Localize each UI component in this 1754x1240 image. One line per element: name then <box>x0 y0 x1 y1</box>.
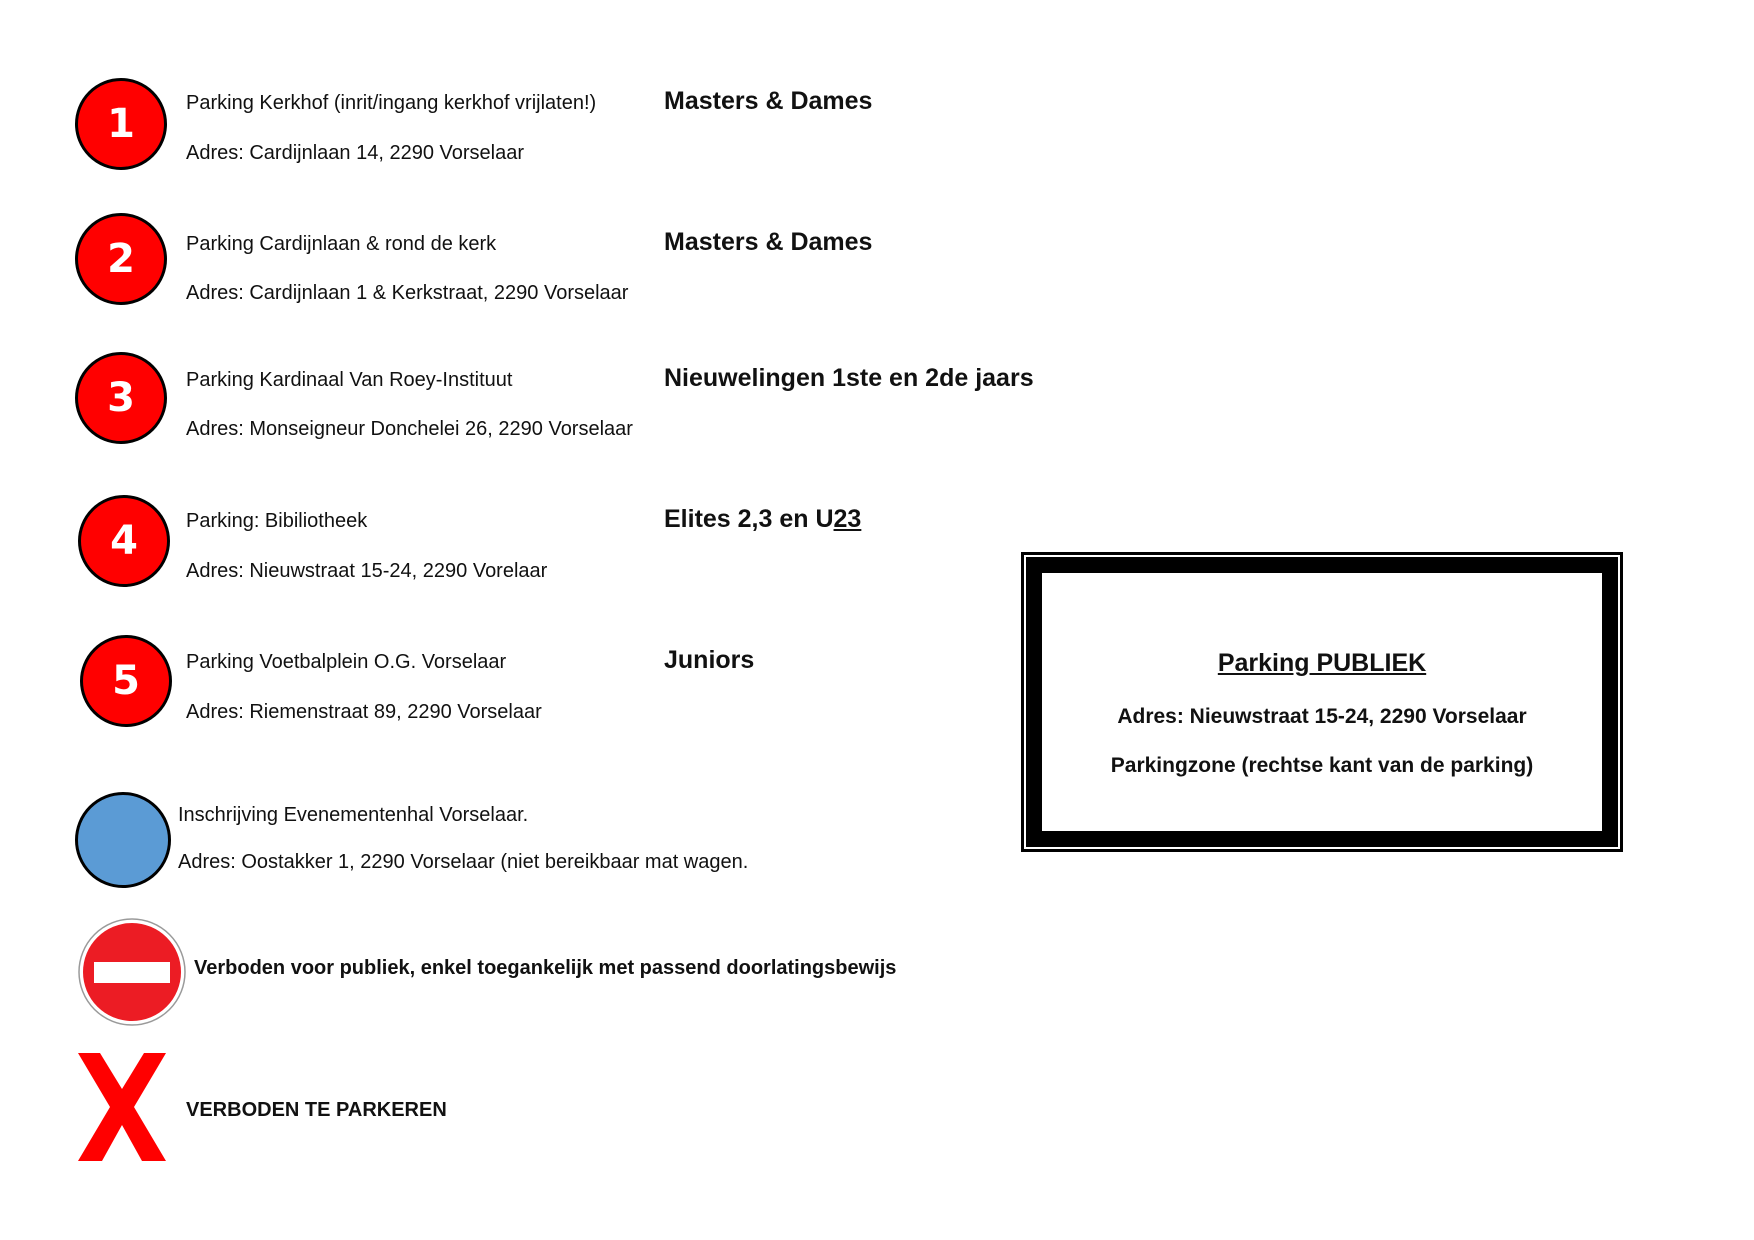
location-1-marker <box>75 78 167 170</box>
red-x-icon <box>76 1051 168 1163</box>
public-parking-zone: Parkingzone (rechtse kant van de parking) <box>1110 754 1534 777</box>
location-3-number: 3 <box>107 375 135 421</box>
location-4-name: Parking: Bibiliotheek <box>186 510 368 532</box>
location-4-marker <box>78 495 170 587</box>
location-4-group-underlined: 23 <box>833 505 862 533</box>
location-1-number: 1 <box>107 101 135 147</box>
location-5-marker <box>80 635 172 727</box>
no-parking-text: VERBODEN TE PARKEREN <box>186 1099 447 1121</box>
location-5-address: Adres: Riemenstraat 89, 2290 Vorselaar <box>186 701 542 723</box>
no-entry-sign-icon <box>77 917 187 1027</box>
location-2-group: Masters & Dames <box>664 228 873 256</box>
location-3-address: Adres: Monseigneur Donchelei 26, 2290 Vorselaar <box>186 418 633 440</box>
location-5-group: Juniors <box>664 646 755 674</box>
location-3-name: Parking Kardinaal Van Roey-Instituut <box>186 369 513 391</box>
location-1-group: Masters & Dames <box>664 87 873 115</box>
location-2-address: Adres: Cardijnlaan 1 & Kerkstraat, 2290 Vorselaar <box>186 282 629 304</box>
location-4-group-prefix: Elites 2,3 en U <box>664 505 834 533</box>
location-2-number: 2 <box>107 236 135 282</box>
registration-name: Inschrijving Evenementenhal Vorselaar. <box>178 804 529 826</box>
location-5-name: Parking Voetbalplein O.G. Vorselaar <box>186 651 507 673</box>
location-4-group <box>664 505 861 534</box>
location-4-address: Adres: Nieuwstraat 15-24, 2290 Vorelaar <box>186 560 548 582</box>
public-parking-title: Parking PUBLIEK <box>1217 649 1427 677</box>
location-2-name: Parking Cardijnlaan & rond de kerk <box>186 233 497 255</box>
registration-address: Adres: Oostakker 1, 2290 Vorselaar (niet bereikbaar mat wagen. <box>178 851 749 873</box>
public-parking-address: Adres: Nieuwstraat 15-24, 2290 Vorselaar <box>1117 705 1527 728</box>
location-1-name: Parking Kerkhof (inrit/ingang kerkhof vrijlaten!) <box>186 92 597 114</box>
public-parking-box <box>1026 557 1618 847</box>
location-5-number: 5 <box>112 658 140 704</box>
no-entry-text: Verboden voor publiek, enkel toegankelijk met passend doorlatingsbewijs <box>194 957 897 979</box>
location-4-number: 4 <box>110 518 138 564</box>
location-3-group: Nieuwelingen 1ste en 2de jaars <box>664 364 1034 392</box>
location-1-address: Adres: Cardijnlaan 14, 2290 Vorselaar <box>186 142 524 164</box>
location-3-marker <box>75 352 167 444</box>
registration-marker <box>75 792 171 888</box>
location-2-marker <box>75 213 167 305</box>
